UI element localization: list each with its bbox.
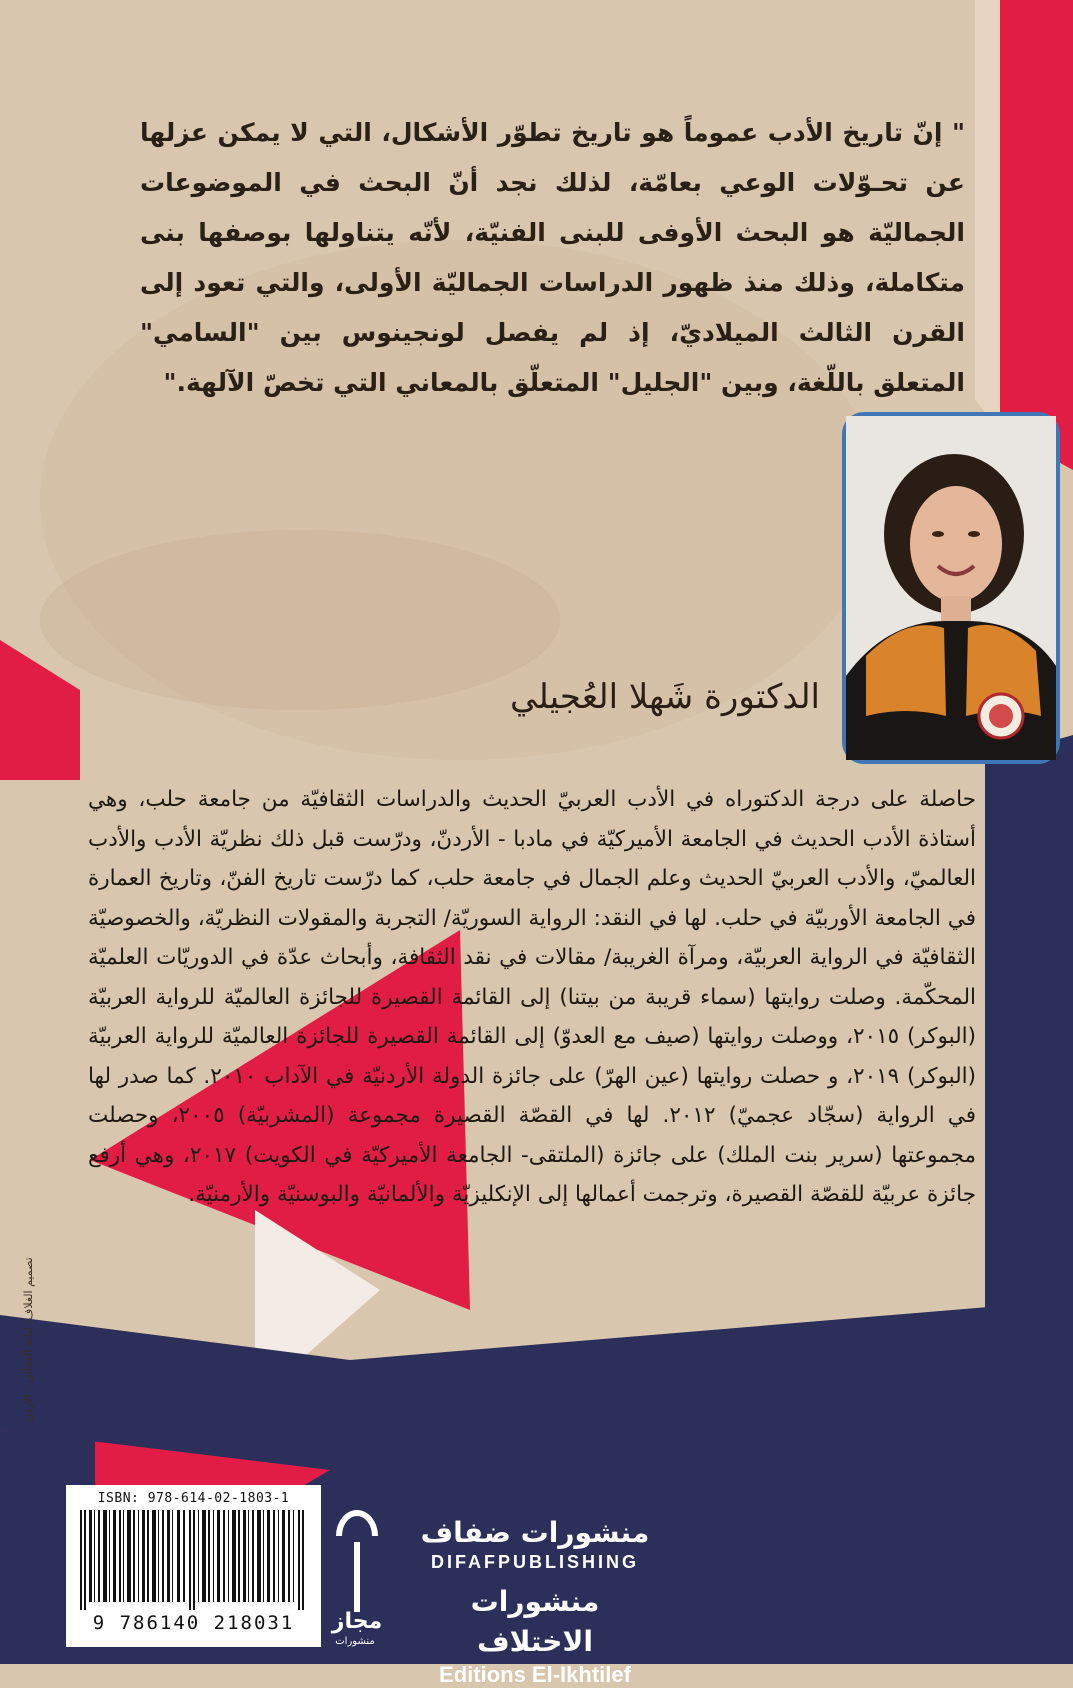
difaf-english-name: DIFAFPUBLISHING xyxy=(430,1552,639,1572)
author-name: الدكتورة شَهلا العُجيلي xyxy=(510,677,820,717)
majaz-logo-icon xyxy=(322,1496,392,1646)
ikhtilef-arabic-name: منشورات الاختلاف xyxy=(470,1585,600,1658)
author-photo xyxy=(842,412,1060,764)
ikhtilef-english-name: Editions El-Ikhtilef xyxy=(439,1662,631,1687)
isbn-digits: 9 786140 218031 xyxy=(92,1612,295,1634)
isbn-label: ISBN: 978-614-02-1803-1 xyxy=(97,1491,290,1506)
isbn-barcode xyxy=(66,1485,321,1647)
barcode-bars xyxy=(76,1510,311,1610)
majaz-logo-text: مجاز xyxy=(331,1609,383,1634)
author-portrait-image xyxy=(846,416,1056,760)
cover-design-credit: تصميم الغلاف: لبابة العماني - الأردن xyxy=(22,1257,35,1423)
red-band-top-right xyxy=(1000,0,1073,470)
majaz-logo-label: منشورات xyxy=(335,1636,375,1647)
author-bio: حاصلة على درجة الدكتوراه في الأدب العربيّ الحديث والدراسات الثقافيّة من جامعة حلب، وهي أستاذة الأدب الحديث في الجامعة الأميركيّة في مادبا - الأردنّ، ودرّست قبل ذلك نظريّة الأدب والأدب العالميّ، والأدب العربيّ الحديث وعلم الجمال في جامعة حلب، كما درّست تاريخ الفنّ، وتاريخ العمارة في الجامعة الأوربيّة في حلب. لها في النقد: الرواية السوريّة/ التجربة والمقولات النظريّة، والخصوصيّة الثقافيّة في الرواية العربيّة، ومرآة الغريبة/ مقالات في نقد الثقافة، وأبحاث عدّة في الدوريّات العلميّة المحكّمة. وصلت روايتها (سماء قريبة من بيتنا) إلى القائمة القصيرة للجائزة العالميّة للرواية العربيّة (البوكر) ٢٠١٥، ووصلت روايتها (صيف مع العدوّ) إلى القائمة القصيرة للجائزة العالميّة للرواية العربيّة (البوكر) ٢٠١٩، و حصلت روايتها (عين الهرّ) على جائزة الدولة الأردنيّة في الآداب ٢٠١٠. كما صدر لها في الرواية (سجّاد عجميّ) ٢٠١٢. لها في القصّة القصيرة مجموعة (المشربيّة) ٢٠٠٥، وحصلت مجموعتها (سرير بنت الملك) على جائزة (الملتقى- الجامعة الأميركيّة في الكويت) ٢٠١٧، وهي أرفع جائزة عربيّة للقصّة القصيرة، وترجمت أعمالها إلى الإنكليزيّة والألمانيّة والبوسنيّة والأرمنيّة. xyxy=(88,787,977,1207)
back-cover-quote: " إنّ تاريخ الأدب عموماً هو تاريخ تطوّر الأشكال، التي لا يمكن عزلها عن تحـوّلات الوعي بعامّة، لذلك نجد أنّ البحث في الموضوعات الجماليّة هو البحث الأوفى للبنى الفنيّة، لأنّه يتناولها بوصفها بنى متكاملة، وذلك منذ ظهور الدراسات الجماليّة الأولى، والتي تعود إلى القرن الثالث الميلاديّ، إذ لم يفصل لونجينوس بين "السامي" المتعلق باللّغة، وبين "الجليل" المتعلّق بالمعاني التي تخصّ الآلهة." xyxy=(140,118,965,397)
publisher-block xyxy=(420,1516,650,1688)
difaf-arabic-name: منشورات ضفاف xyxy=(420,1516,650,1549)
light-band-top-right xyxy=(975,0,1000,430)
